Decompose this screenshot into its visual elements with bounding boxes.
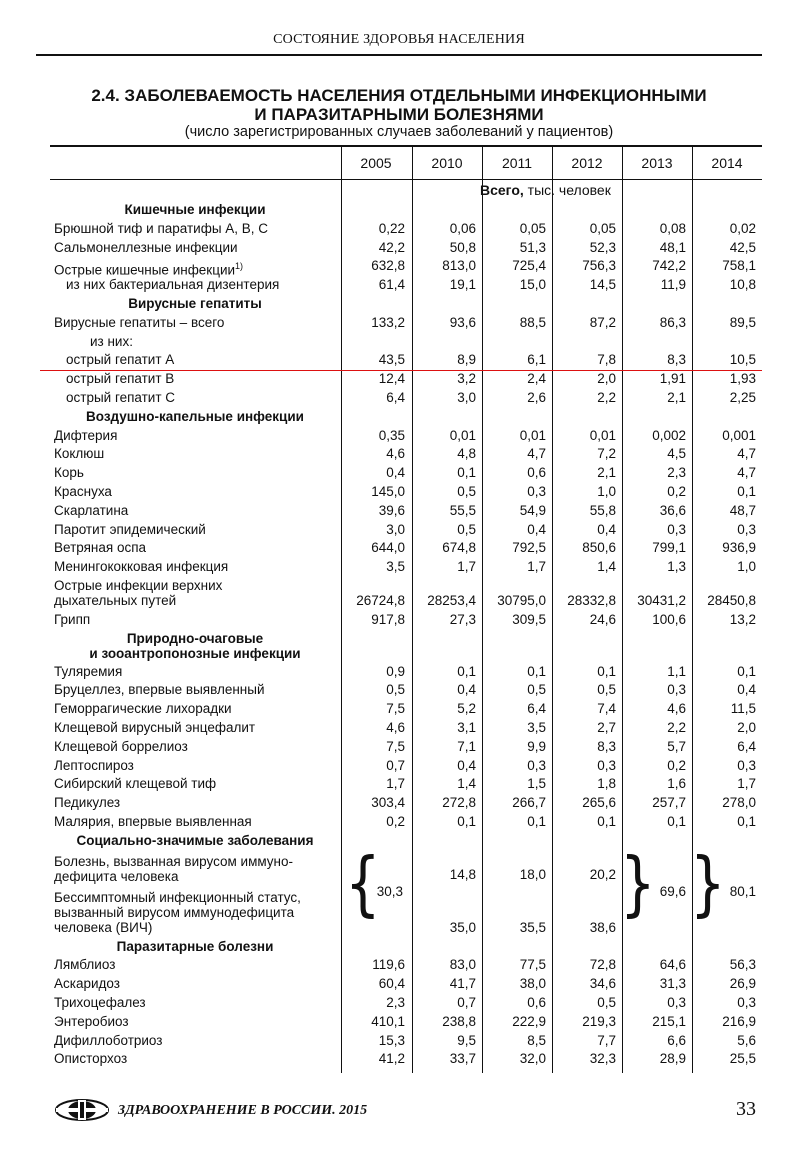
value-2012: 87,2 [589,314,616,330]
value-2005: 39,6 [378,502,405,518]
value-2014: 10,5 [729,352,756,368]
row-label: Геморрагические лихорадки [54,701,232,717]
value-2014: 936,9 [722,540,756,556]
value-2012: 7,8 [597,352,616,368]
row-label: Коклюш [54,446,105,462]
value-2013: 64,6 [659,957,686,973]
value-2013: 0,3 [667,995,686,1010]
value-2010: 0,1 [457,814,476,829]
unit-caption [480,182,611,198]
value-2013: 4,6 [667,701,686,717]
value-2005: 303,4 [371,795,405,811]
value-2005: 917,8 [371,611,405,627]
value-2010: 0,1 [457,465,476,481]
row-label: острый гепатит В [66,371,175,387]
footnote-marker: 1) [235,261,244,272]
value-2013: 11,9 [660,277,686,293]
value-2010: 27,3 [449,611,476,627]
value-2011: 3,5 [527,720,546,735]
value-2010: 35,0 [449,919,476,935]
value-2012: 850,6 [582,540,616,556]
value-2012: 7,7 [597,1032,616,1048]
value-2014: 28450,8 [707,593,756,608]
table-subtitle: (число зарегистрированных случаев заболеваний у пациентов) [184,124,614,140]
value-2013: 69,6 [659,883,686,899]
value-2012: 0,3 [597,757,616,773]
value-2011: 77,5 [519,957,546,973]
value-2012: 55,8 [589,502,616,518]
column-header-2014: 2014 [711,155,743,171]
value-2011: 0,5 [527,682,546,698]
value-2005: 0,2 [386,814,405,829]
value-2010: 3,1 [457,720,476,735]
value-2012: 14,5 [589,277,616,293]
value-2011: 4,7 [527,446,546,462]
value-2012: 0,01 [589,427,616,443]
row-label: из них бактериальная дизентерия [66,277,280,293]
column-header-2005: 2005 [360,155,392,171]
value-2013: 6,6 [667,1032,686,1048]
row-label: Вирусные гепатиты – всего [54,314,225,330]
row-label: из них: [90,333,133,349]
value-2010: 0,7 [457,995,476,1010]
row-label: Трихоцефалез [54,995,146,1010]
row-label: острый гепатит А [66,352,175,368]
value-2012: 2,2 [597,390,616,405]
row-label: Клещевой вирусный энцефалит [54,720,256,735]
value-2014: 56,3 [729,957,756,973]
value-2010: 4,8 [457,446,476,462]
value-2005: 6,4 [386,390,405,405]
statistics-table [50,145,762,1073]
value-2010: 7,1 [457,738,476,754]
value-2013: 2,1 [667,390,686,405]
value-2005: 0,9 [386,663,405,679]
value-2011: 18,0 [519,866,546,882]
value-2005: 7,5 [386,701,405,717]
value-2014: 0,02 [729,220,756,236]
value-2013: 0,2 [667,757,686,773]
value-2014: 25,5 [729,1051,756,1067]
value-2010: 0,06 [449,220,476,236]
value-2014: 216,9 [722,1013,756,1029]
value-2014: 0,3 [737,757,756,773]
value-2013: 0,3 [667,521,686,537]
value-2012: 1,4 [597,559,616,575]
value-2014: 2,25 [729,390,756,405]
unit-caption-bold: Всего, [480,182,524,198]
column-header-2013: 2013 [641,155,673,171]
value-2014: 0,001 [722,427,756,443]
value-2014: 5,6 [737,1032,756,1048]
value-2005: 3,0 [386,521,405,537]
value-2013: 36,6 [659,502,686,518]
running-head: СОСТОЯНИЕ ЗДОРОВЬЯ НАСЕЛЕНИЯ [273,32,525,47]
value-2011: 51,3 [519,239,546,255]
value-2014: 48,7 [729,502,756,518]
row-label-line-3: человека (ВИЧ) [54,919,153,935]
value-2011: 32,0 [519,1051,546,1067]
value-2011: 1,7 [527,559,546,575]
value-2013: 0,002 [652,427,686,443]
row-label: Бессимптомный инфекционный статус, [54,889,301,905]
value-2012: 2,1 [597,465,616,481]
value-2010: 0,1 [457,663,476,679]
value-2014: 2,0 [737,720,756,735]
row-label: Лямблиоз [54,957,116,973]
section-heading: Кишечные инфекции [124,202,266,217]
row-label: Грипп [54,611,91,627]
value-2005: 43,5 [378,352,405,368]
value-2012: 52,3 [589,239,616,255]
footer-publication-title: ЗДРАВООХРАНЕНИЕ В РОССИИ. 2015 [118,1103,368,1118]
value-2005: 0,22 [378,220,405,236]
value-2010: 1,4 [457,776,476,792]
value-2005: 133,2 [371,314,405,330]
value-2012: 8,3 [597,738,616,754]
value-2011: 0,6 [527,995,546,1010]
value-2010: 14,8 [449,866,476,882]
value-2005: 145,0 [371,484,405,499]
value-2014: 0,3 [737,521,756,537]
row-label: Дифтерия [54,427,118,443]
value-2013: 0,2 [667,484,686,499]
value-2011: 222,9 [512,1013,546,1029]
value-2012: 0,5 [597,682,616,698]
value-2010: 5,2 [457,701,476,717]
table-title [36,86,762,124]
value-2013: 2,3 [667,465,686,481]
value-2011: 792,5 [512,540,546,556]
value-2010: 33,7 [449,1051,476,1067]
value-2014: 0,1 [737,663,756,679]
red-divider-line [40,370,762,371]
value-2010: 272,8 [442,795,476,811]
value-2012: 219,3 [582,1013,616,1029]
publisher-logo-icon [54,1098,110,1122]
value-2005: 1,7 [386,776,405,792]
value-2011: 38,0 [519,976,546,992]
value-2010: 0,4 [457,682,476,698]
section-heading-line-2: и зооантропонозные инфекции [89,645,301,661]
value-2012: 72,8 [589,957,616,973]
row-label: Аскаридоз [54,976,120,992]
value-2012: 34,6 [589,976,616,992]
value-2005: 3,5 [386,559,405,575]
value-2013: 799,1 [652,540,686,556]
value-2005: 15,3 [378,1032,405,1048]
value-2013: 1,6 [667,776,686,792]
value-2013: 1,91 [659,371,686,387]
value-2012: 0,5 [597,995,616,1010]
value-2014: 0,4 [737,682,756,698]
value-2010: 0,5 [457,521,476,537]
value-2013: 0,3 [667,682,686,698]
value-2010: 0,4 [457,757,476,773]
value-2014: 1,93 [729,371,756,387]
value-2010: 0,5 [457,484,476,499]
value-2005: 0,5 [386,682,405,698]
value-2012: 24,6 [589,611,616,627]
value-2014: 6,4 [737,738,756,754]
value-2011: 266,7 [512,795,546,811]
row-label: Ветряная оспа [54,540,147,556]
value-2010: 28253,4 [427,593,476,608]
value-2014: 278,0 [722,795,756,811]
row-label: Бруцеллез, впервые выявленный [54,682,265,698]
value-2013: 2,2 [667,720,686,735]
value-2013: 86,3 [659,314,686,330]
value-2014: 0,3 [737,995,756,1010]
value-2005: 2,3 [386,995,405,1010]
value-2010: 93,6 [449,314,476,330]
value-2012: 32,3 [589,1051,616,1067]
value-2012: 0,1 [597,663,616,679]
section-heading: Воздушно-капельные инфекции [86,408,304,424]
row-label: Краснуха [54,484,112,499]
page-number: 33 [736,1098,756,1120]
value-2011: 35,5 [519,919,546,935]
row-label: Малярия, впервые выявленная [54,814,252,829]
value-2013: 8,3 [667,352,686,368]
value-2005: 0,35 [378,427,405,443]
curly-brace-icon: { [345,843,381,925]
row-label: Корь [54,465,84,481]
value-2010: 55,5 [449,502,476,518]
value-2014: 0,1 [737,814,756,829]
value-2010: 83,0 [449,957,476,973]
value-2010: 813,0 [442,258,476,274]
value-2010: 0,01 [449,427,476,443]
value-2011: 0,6 [527,465,546,481]
value-2011: 0,05 [519,220,546,236]
row-label: Описторхоз [54,1051,128,1067]
value-2005: 61,4 [378,277,405,293]
unit-caption-rest: тыс. человек [523,182,611,198]
value-2014: 10,8 [729,277,756,293]
value-2013: 215,1 [652,1013,686,1029]
value-2012: 0,4 [597,521,616,537]
value-2011: 0,3 [527,484,546,499]
title-line-2: И ПАРАЗИТАРНЫМИ БОЛЕЗНЯМИ [254,105,544,124]
row-label-line-2: дефицита человека [54,868,179,884]
value-2010: 9,5 [457,1032,476,1048]
row-label: Брюшной тиф и паратифы А, В, С [54,220,269,236]
section-heading: Природно-очаговые [126,630,264,646]
value-2010: 3,2 [457,371,476,387]
value-2005: 42,2 [378,239,405,255]
value-2012: 7,4 [597,701,616,717]
value-2011: 725,4 [512,258,546,274]
value-2013: 0,08 [659,220,686,236]
value-2005: 632,8 [371,258,405,274]
value-2014: 11,5 [730,701,756,717]
value-2013: 742,2 [652,258,686,274]
value-2013: 28,9 [659,1051,686,1067]
value-2013: 5,7 [667,738,686,754]
value-2011: 2,6 [527,390,546,405]
value-2005: 12,4 [378,371,405,387]
value-2010: 8,9 [457,352,476,368]
row-label-line-2: вызванный вирусом иммунодефицита [54,904,295,920]
value-2013: 1,1 [667,663,686,679]
row-label: Болезнь, вызванная вирусом иммуно- [54,853,293,869]
value-2012: 38,6 [589,919,616,935]
value-2010: 50,8 [449,239,476,255]
value-2011: 30795,0 [497,593,546,608]
row-label: Острые инфекции верхних [54,578,223,593]
value-2014: 4,7 [737,465,756,481]
value-2012: 0,05 [589,220,616,236]
value-2005: 0,4 [386,465,405,481]
value-2014: 89,5 [729,314,756,330]
value-2011: 0,3 [527,757,546,773]
value-2013: 100,6 [652,611,686,627]
column-header-2011: 2011 [501,155,533,171]
value-2014: 758,1 [722,258,756,274]
value-2011: 54,9 [519,502,546,518]
value-2012: 1,0 [597,484,616,499]
value-2011: 0,1 [527,663,546,679]
value-2005: 4,6 [386,720,405,735]
column-header-2012: 2012 [571,155,603,171]
column-header-2010: 2010 [431,155,463,171]
value-2012: 0,1 [597,814,616,829]
value-2005: 0,7 [386,757,405,773]
value-2011: 6,1 [527,352,546,368]
value-2012: 756,3 [582,258,616,274]
value-2011: 8,5 [527,1032,546,1048]
value-2014: 42,5 [729,239,756,255]
value-2005: 60,4 [378,976,405,992]
value-2005: 644,0 [371,540,405,556]
value-2011: 9,9 [527,738,546,754]
value-2011: 0,01 [519,427,546,443]
value-2011: 0,1 [527,814,546,829]
value-2012: 20,2 [589,866,616,882]
row-label: Скарлатина [54,502,129,518]
value-2014: 1,0 [737,559,756,575]
value-2010: 41,7 [449,976,476,992]
row-label-line-2: дыхательных путей [54,593,177,608]
value-2012: 1,8 [597,776,616,792]
value-2013: 30431,2 [637,593,686,608]
value-2005: 410,1 [371,1013,405,1029]
row-label-text: Острые кишечные инфекции [54,262,236,278]
value-2014: 80,1 [729,883,756,899]
value-2005: 119,6 [372,957,405,973]
value-2005: 41,2 [378,1051,405,1067]
section-heading: Вирусные гепатиты [128,296,262,311]
value-2013: 31,3 [659,976,686,992]
curly-brace-icon: { [690,843,726,925]
row-label: Лептоспироз [54,757,134,773]
table-top-rule [50,145,762,147]
row-label [54,258,243,279]
value-2014: 1,7 [737,776,756,792]
value-2012: 28332,8 [567,593,616,608]
value-2005: 7,5 [386,738,405,754]
value-2012: 2,7 [597,720,616,735]
value-2011: 1,5 [527,776,546,792]
section-heading: Паразитарные болезни [116,938,274,954]
value-2005: 30,3 [376,883,403,899]
value-2012: 7,2 [597,446,616,462]
value-2010: 1,7 [457,559,476,575]
value-2010: 674,8 [442,540,476,556]
value-2011: 15,0 [519,277,546,293]
value-2010: 19,1 [449,277,476,293]
value-2014: 26,9 [729,976,756,992]
row-label: Туляремия [54,663,123,679]
row-label: Дифиллоботриоз [54,1032,163,1048]
value-2012: 265,6 [582,795,616,811]
value-2013: 4,5 [667,446,686,462]
curly-brace-icon: { [620,843,656,925]
row-label: Менингококковая инфекция [54,559,229,575]
row-label: Энтеробиоз [54,1013,129,1029]
title-line-1: 2.4. ЗАБОЛЕВАЕМОСТЬ НАСЕЛЕНИЯ ОТДЕЛЬНЫМИ ИНФЕКЦИОННЫМИ [91,86,707,105]
value-2010: 238,8 [442,1013,476,1029]
value-2013: 257,7 [652,795,686,811]
header-rule [36,54,762,56]
value-2011: 0,4 [527,521,546,537]
value-2014: 13,2 [729,611,756,627]
value-2014: 4,7 [737,446,756,462]
value-2011: 309,5 [512,611,546,627]
row-label: Сальмонеллезные инфекции [54,239,238,255]
value-2005: 4,6 [386,446,405,462]
value-2012: 2,0 [597,371,616,387]
row-label: Клещевой боррелиоз [54,738,188,754]
row-label: Паротит эпидемический [54,521,206,537]
section-heading: Социально-значимые заболевания [76,832,314,848]
row-label: Сибирский клещевой тиф [54,776,217,792]
value-2013: 1,3 [667,559,686,575]
header-bottom-rule [50,179,762,180]
value-2013: 48,1 [659,239,686,255]
value-2010: 3,0 [457,390,476,405]
row-label: Педикулез [54,795,121,811]
row-label: острый гепатит С [66,390,176,405]
value-2011: 2,4 [527,371,546,387]
value-2014: 0,1 [737,484,756,499]
value-2011: 88,5 [519,314,546,330]
value-2011: 6,4 [527,701,546,717]
value-2005: 26724,8 [356,593,405,608]
value-2013: 0,1 [667,814,686,829]
